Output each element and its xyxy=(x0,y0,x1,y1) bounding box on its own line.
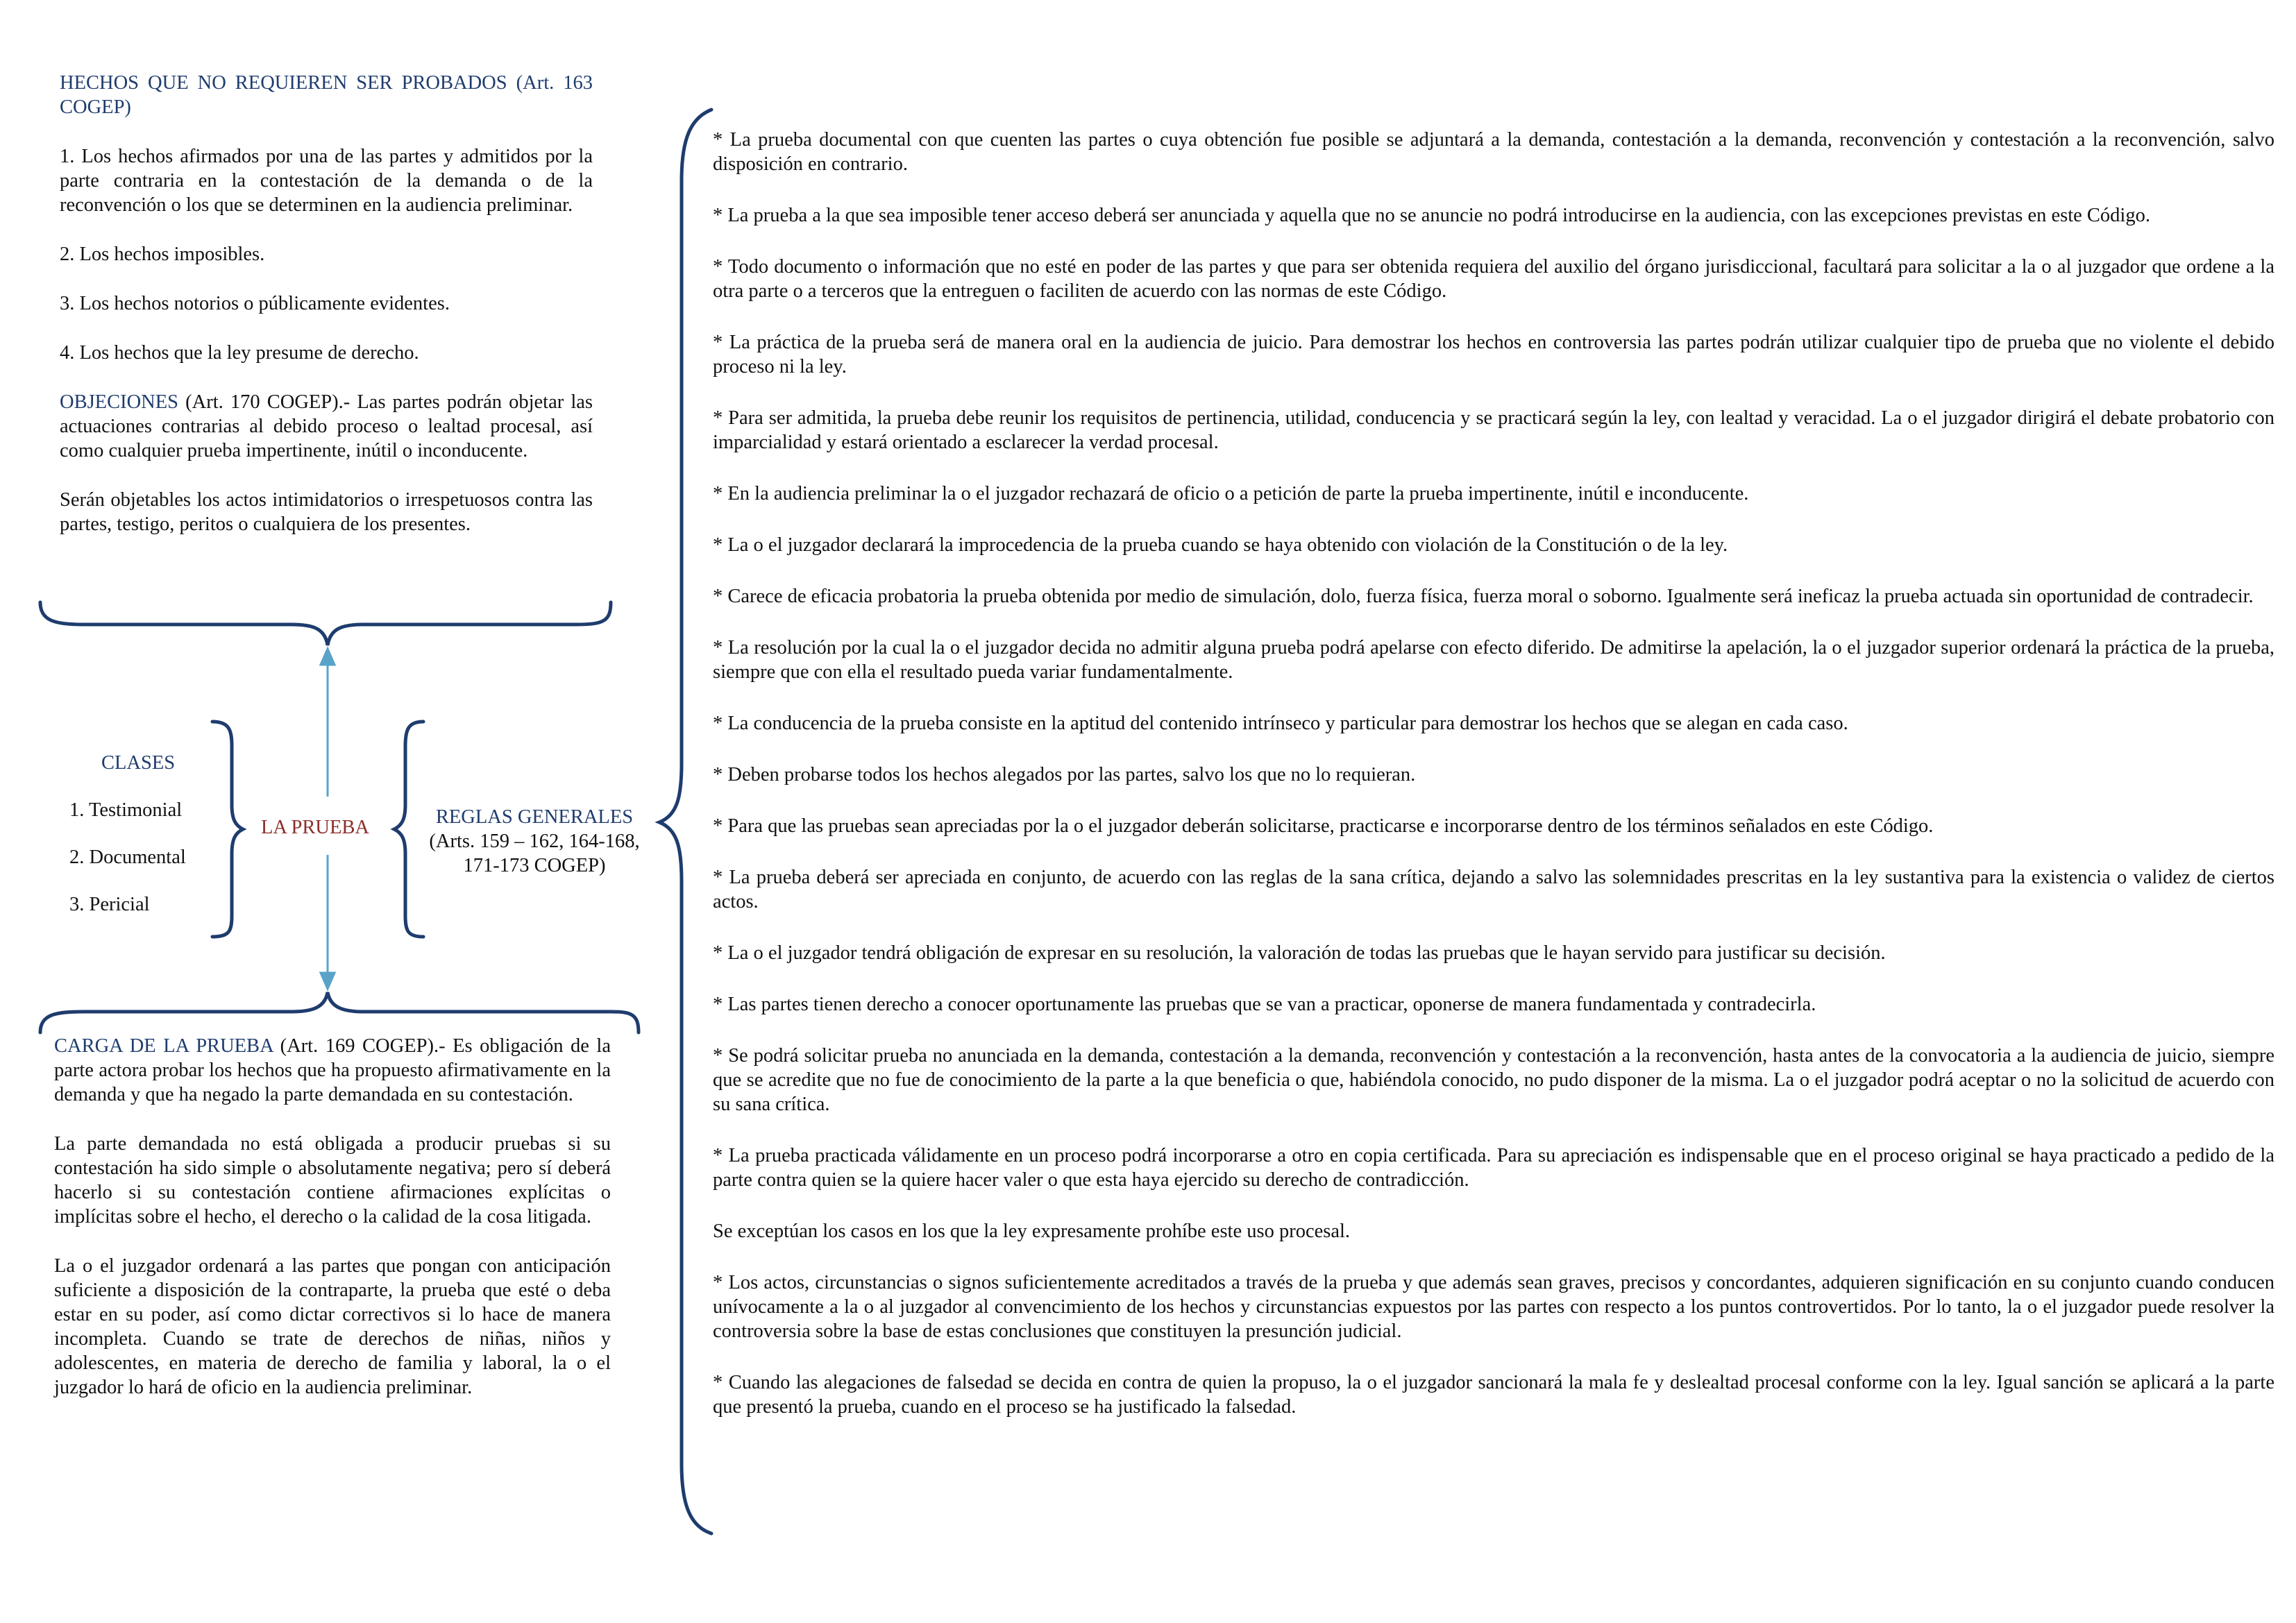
center-label: LA PRUEBA xyxy=(261,817,369,838)
rule-item: * Los actos, circunstancias o signos suficientemente acreditados a través de la prueba y que además sean graves, precisos y concordantes, adquieren significación en su conjunto cuando conducen unívocamente a la o al juzgador al convencimiento de los hechos y circunstancias expuestos por las partes con respecto a los puntos controvertidos. Por lo tanto, la o el juzgador puede resolver la controversia sobre la base de estas conclusiones que constituyen la presunción judicial. xyxy=(713,1272,2274,1342)
reglas-title: REGLAS GENERALES xyxy=(435,806,634,828)
clases-item: 1. Testimonial xyxy=(69,799,183,821)
rule-item: * La prueba documental con que cuenten las partes o cuya obtención fue posible se adjuntará a la demanda, contestación a la demanda, reconvención y contestación a la reconvención, salvo disposición en contrario. xyxy=(713,129,2274,175)
objeciones-paragraph xyxy=(60,390,593,463)
reglas-ref2: 171-173 COGEP) xyxy=(463,855,606,876)
rule-item: * Las partes tienen derecho a conocer oportunamente las pruebas que se van a practicar, oponerse de manera fundamentada y contradecirla. xyxy=(713,994,1816,1015)
clases-item: 3. Pericial xyxy=(69,894,150,915)
carga-paragraph xyxy=(54,1034,611,1107)
carga-p3: La o el juzgador ordenará a las partes que pongan con anticipación suficiente a disposición de la contraparte, la prueba que esté o deba estar en su poder, así como dictar correctivos si lo hace de manera incompleta. Cuando se trate de derechos de niñas, niños y adolescentes, en materia de derecho de familia y laboral, la o el juzgador lo hará de oficio en la audiencia preliminar. xyxy=(54,1255,611,1398)
objeciones-ref: (Art. 170 COGEP). xyxy=(178,391,344,413)
rules-brace xyxy=(659,110,711,1533)
rule-item: * En la audiencia preliminar la o el juzgador rechazará de oficio o a petición de parte la prueba impertinente, inútil e inconducente. xyxy=(713,483,1749,504)
bottom-brace xyxy=(40,992,639,1033)
hechos-block xyxy=(60,71,593,536)
hechos-item: 3. Los hechos notorios o públicamente evidentes. xyxy=(60,293,450,314)
arrow-down-head xyxy=(321,973,335,989)
rule-item: * Todo documento o información que no esté en poder de las partes y que para ser obtenida requiera del auxilio del órgano jurisdiccional, facultará para solicitar a la o al juzgador que ordene a la otra parte o a terceros que la entreguen o faciliten de acuerdo con las normas de este Código. xyxy=(713,256,2274,302)
rule-item: * La prueba a la que sea imposible tener acceso deberá ser anunciada y aquella que no se anuncie no podrá introducirse en la audiencia, con las excepciones previstas en este Código. xyxy=(713,205,2150,226)
arrow-up-head xyxy=(321,649,335,665)
rule-item: * La resolución por la cual la o el juzgador decida no admitir alguna prueba podrá apelarse con efecto diferido. De admitirse la apelación, la o el juzgador superior ordenará la práctica de la prueba, siempre que con ella el resultado pueda variar fundamentalmente. xyxy=(713,637,2274,683)
rule-item: * Deben probarse todos los hechos alegados por las partes, salvo los que no lo requieran. xyxy=(713,764,1416,785)
hechos-item: 2. Los hechos imposibles. xyxy=(60,244,265,265)
rule-item: * Se podrá solicitar prueba no anunciada en la demanda, contestación a la demanda, reconvención y contestación a la reconvención, hasta antes de la convocatoria a la audiencia de juicio, siempre que se acredite que no fue de conocimiento de la parte a la que beneficia o que, habiéndola conocido, no pudo disponer de la misma. La o el juzgador podrá aceptar o no la solicitud de acuerdo con su sana crítica. xyxy=(713,1045,2274,1115)
hechos-ref: (Art. 163 COGEP) xyxy=(60,72,593,118)
carga-block xyxy=(54,1034,611,1400)
objeciones-title: OBJECIONES xyxy=(60,391,179,413)
carga-title: CARGA DE LA PRUEBA xyxy=(54,1035,273,1057)
hechos-item: 1. Los hechos afirmados por una de las partes y admitidos por la parte contraria en la contestación de la demanda o de la reconvención o los que se determinen en la audiencia preliminar. xyxy=(60,146,593,216)
clases-title: CLASES xyxy=(101,752,176,774)
objeciones-text2: Serán objetables los actos intimidatorios o irrespetuosos contra las partes, testigo, peritos o cualquiera de los presentes. xyxy=(60,489,593,535)
hechos-heading xyxy=(60,71,593,119)
rule-item: * Para ser admitida, la prueba debe reunir los requisitos de pertinencia, utilidad, conducencia y se practicará según la ley, con lealtad y veracidad. La o el juzgador dirigirá el debate probatorio con imparcialidad y estará orientado a esclarecer la verdad procesal. xyxy=(713,407,2274,453)
clases-item: 2. Documental xyxy=(69,847,186,868)
clases-brace xyxy=(212,722,243,937)
rule-item: * Cuando las alegaciones de falsedad se decida en contra de quien la propuso, la o el juzgador sancionará la mala fe y deslealtad procesal conforme con la ley. Igual sanción se aplicará a la parte que presentó la prueba, cuando en el proceso se ha justificado la falsedad. xyxy=(713,1372,2274,1418)
rule-item: Se exceptúan los casos en los que la ley expresamente prohíbe este uso procesal. xyxy=(713,1221,1351,1242)
reglas-ref1: (Arts. 159 – 162, 164-168, xyxy=(429,831,640,852)
rule-item: * La conducencia de la prueba consiste en la aptitud del contenido intrínseco y particular para demostrar los hechos que se alegan en cada caso. xyxy=(713,713,1848,734)
clases-list xyxy=(69,798,186,940)
top-brace xyxy=(40,602,611,645)
carga-text: - Es obligación de la parte actora probar los hechos que ha propuesto afirmativamente en la demanda y que ha negado la parte demandada en su contestación. xyxy=(54,1035,611,1105)
rules-list xyxy=(713,128,2274,1446)
rule-item: * La o el juzgador declarará la improcedencia de la prueba cuando se haya obtenido con violación de la Constitución o de la ley. xyxy=(713,534,1728,556)
rule-item: * La prueba practicada válidamente en un proceso podrá incorporarse a otro en copia certificada. Para su apreciación es indispensable que en el proceso original se haya practicado a pedido de la parte contra quien se la quiere hacer valer o que esta haya ejercido su derecho de contradicción. xyxy=(713,1145,2274,1191)
rule-item: * La o el juzgador tendrá obligación de expresar en su resolución, la valoración de todas las pruebas que le hayan servido para justificar su decisión. xyxy=(713,942,1886,964)
objeciones-text: - Las partes podrán objetar las actuaciones contrarias al debido proceso o lealtad procesal, así como cualquier prueba impertinente, inútil o inconducente. xyxy=(60,391,593,461)
carga-ref: (Art. 169 COGEP). xyxy=(273,1035,439,1057)
reglas-node xyxy=(416,805,652,878)
rule-item: * Para que las pruebas sean apreciadas por la o el juzgador deberán solicitarse, practicarse e incorporarse dentro de los términos señalados en este Código. xyxy=(713,815,1934,837)
carga-p2: La parte demandada no está obligada a producir pruebas si su contestación ha sido simple o absolutamente negativa; pero sí deberá hacerlo si su contestación contiene afirmaciones explícitas o implícitas sobre el hecho, el derecho o la calidad de la cosa litigada. xyxy=(54,1133,611,1227)
rule-item: * La práctica de la prueba será de manera oral en la audiencia de juicio. Para demostrar los hechos en controversia las partes podrán utilizar cualquier tipo de prueba que no violente el debido proceso ni la ley. xyxy=(713,332,2274,377)
rule-item: * Carece de eficacia probatoria la prueba obtenida por medio de simulación, dolo, fuerza física, fuerza moral o soborno. Igualmente será ineficaz la prueba actuada sin oportunidad de contradecir. xyxy=(713,586,2254,607)
hechos-item: 4. Los hechos que la ley presume de derecho. xyxy=(60,342,419,364)
hechos-title: HECHOS QUE NO REQUIEREN SER PROBADOS xyxy=(60,72,507,94)
rule-item: * La prueba deberá ser apreciada en conjunto, de acuerdo con las reglas de la sana crítica, dejando a salvo las solemnidades prescritas en la ley sustantiva para la existencia o validez de ciertos actos. xyxy=(713,867,2274,912)
